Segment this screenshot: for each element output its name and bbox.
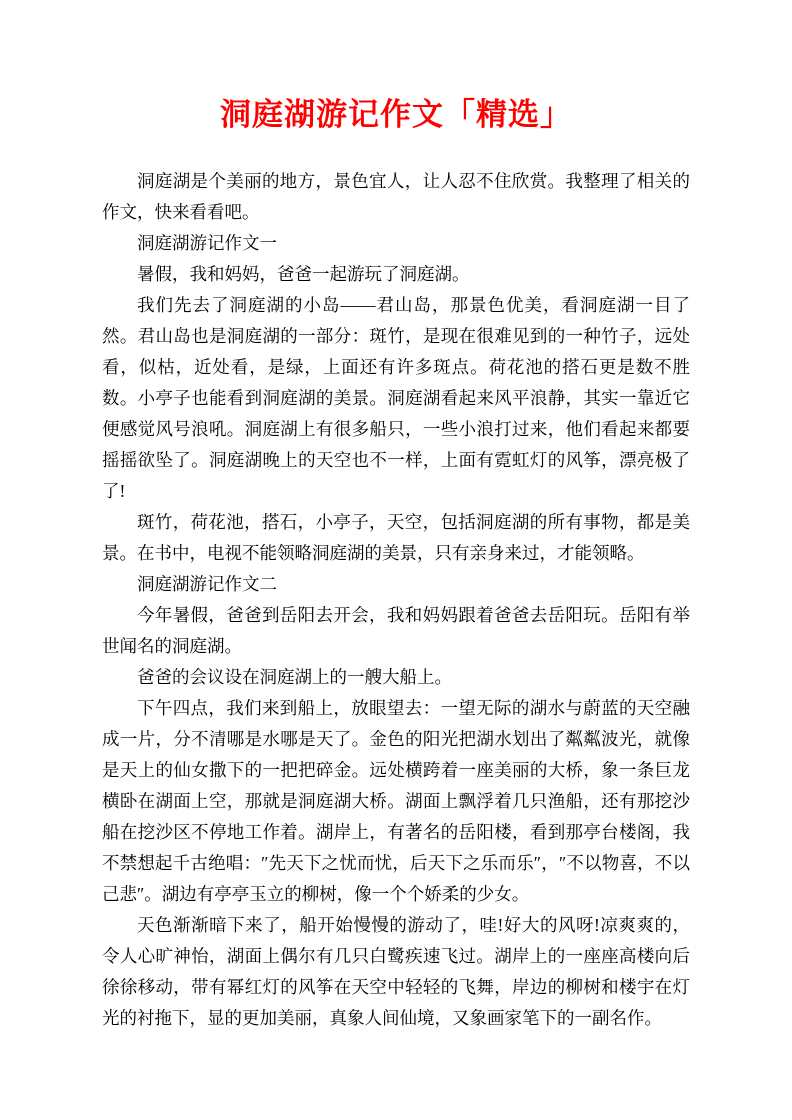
- paragraph: 暑假，我和妈妈，爸爸一起游玩了洞庭湖。: [137, 264, 470, 284]
- paragraph: 天色渐渐暗下来了，船开始慢慢的游动了，哇!好大的风呀!凉爽爽的，令人心旷神怡，湖面上偶尔有几只白鹭疾速飞过。湖岸上的一座座高楼向后徐徐移动，带有幂红灯的风筝在天空中轻轻的飞舞，岸边的柳树和楼宇在灯光的衬拖下，显的更加美丽，真象人间仙境，又象画家笔下的一副名作。: [102, 915, 690, 1028]
- document-body: [102, 166, 690, 1034]
- paragraph: 下午四点，我们来到船上，放眼望去：一望无际的湖水与蔚蓝的天空融成一片，分不清哪是水哪是天了。金色的阳光把湖水划出了粼粼波光，就像是天上的仙女撒下的一把把碎金。远处横跨着一座美丽的大桥，象一条巨龙横卧在湖面上空，那就是洞庭湖大桥。湖面上飘浮着几只渔船，还有那挖沙船在挖沙区不停地工作着。湖岸上，有著名的岳阳楼，看到那亭台楼阁，我不禁想起千古绝唱：″先天下之忧而忧，后天下之乐而乐″，″不以物喜，不以己悲″。湖边有亭亭玉立的柳树，像一个个娇柔的少女。: [102, 698, 690, 904]
- paragraph: 洞庭湖是个美丽的地方，景色宜人，让人忍不住欣赏。我整理了相关的作文，快来看看吧。: [102, 171, 690, 222]
- paragraph: 斑竹，荷花池，搭石，小亭子，天空，包括洞庭湖的所有事物，都是美景。在书中，电视不能领略洞庭湖的美景，只有亲身来过，才能领略。: [102, 512, 690, 563]
- paragraph: 今年暑假，爸爸到岳阳去开会，我和妈妈跟着爸爸去岳阳玩。岳阳有举世闻名的洞庭湖。: [102, 605, 690, 656]
- page-title: 洞庭湖游记作文「精选」: [220, 97, 572, 132]
- paragraph: 洞庭湖游记作文二: [137, 574, 277, 594]
- paragraph: 洞庭湖游记作文一: [137, 233, 277, 253]
- paragraph: 爸爸的会议设在洞庭湖上的一艘大船上。: [137, 667, 452, 687]
- paragraph: 我们先去了洞庭湖的小岛——君山岛，那景色优美，看洞庭湖一目了然。君山岛也是洞庭湖的一部分：斑竹，是现在很难见到的一种竹子，远处看，似枯，近处看，是绿，上面还有许多斑点。荷花池的搭石更是数不胜数。小亭子也能看到洞庭湖的美景。洞庭湖看起来风平浪静，其实一靠近它便感觉风号浪吼。洞庭湖上有很多船只，一些小浪打过来，他们看起来都要摇摇欲坠了。洞庭湖晚上的天空也不一样，上面有霓虹灯的风筝，漂亮极了了!: [102, 295, 690, 501]
